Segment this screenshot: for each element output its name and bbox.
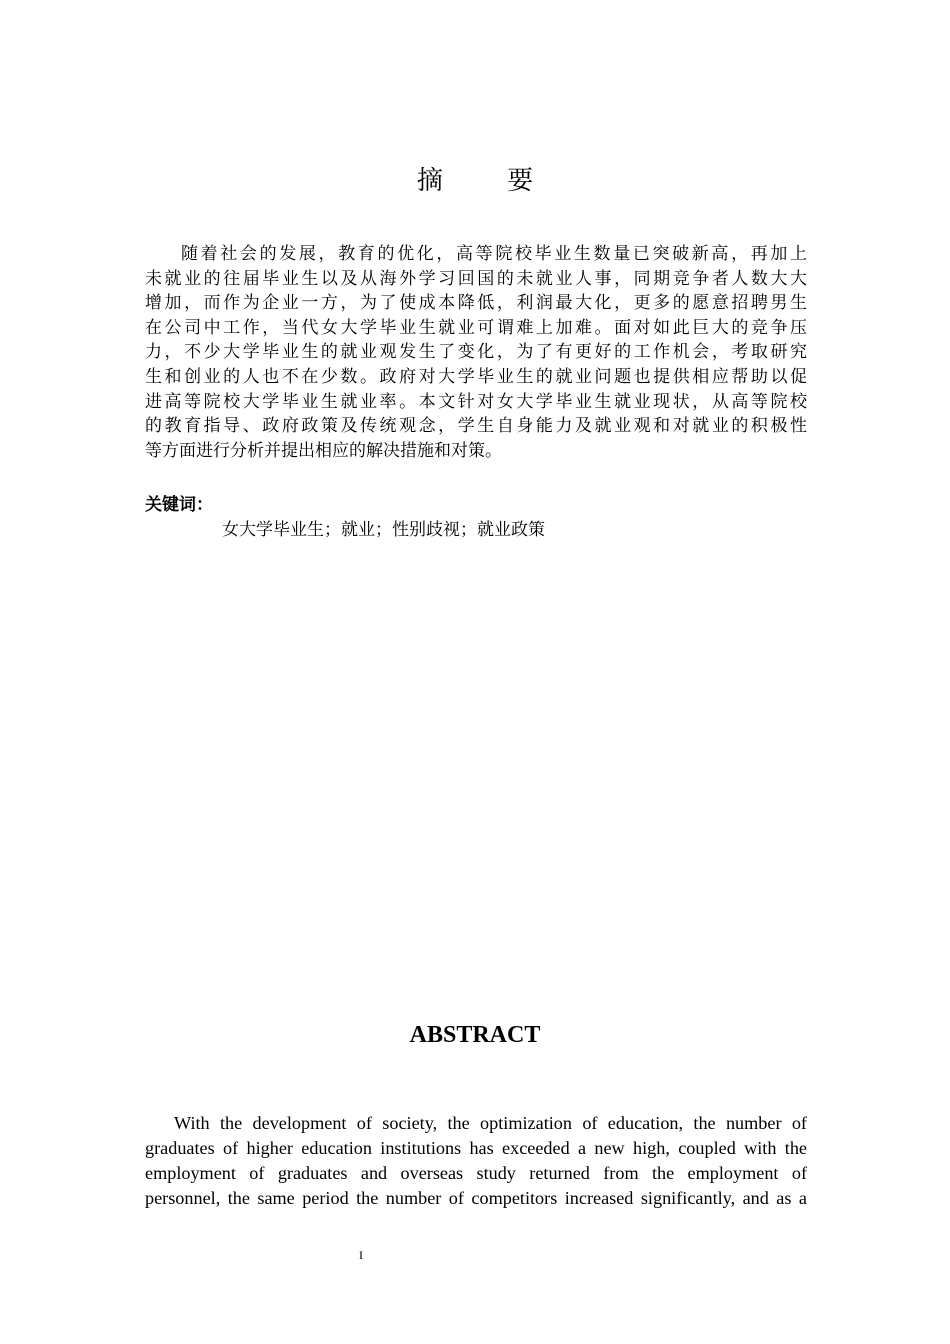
abstract-zh-line: 进高等院校大学毕业生就业率。本文针对女大学毕业生就业现状，从高等院校 [145,391,807,412]
abstract-zh-body [145,242,807,463]
keywords-label: 关键词： [145,495,213,515]
abstract-zh-line: 未就业的往届毕业生以及从海外学习回国的未就业人事，同期竞争者人数大大 [145,268,807,289]
abstract-en-title: ABSTRACT [409,1022,541,1048]
abstract-zh-line: 在公司中工作，当代女大学毕业生就业可谓难上加难。面对如此巨大的竞争压 [145,317,807,338]
abstract-en-body [145,1111,807,1211]
abstract-zh-line: 力，不少大学毕业生的就业观发生了变化，为了有更好的工作机会，考取研究 [145,342,807,363]
abstract-zh-title: 摘 要 [416,166,562,196]
keywords-value: 女大学毕业生；就业；性别歧视；就业政策 [222,520,545,540]
abstract-en-line: personnel, the same period the number of competitors increased significantly, and as a [145,1188,807,1208]
abstract-zh-line: 增加，而作为企业一方，为了使成本降低，利润最大化，更多的愿意招聘男生 [145,293,807,314]
abstract-zh-line: 的教育指导、政府政策及传统观念，学生自身能力及就业观和对就业的积极性 [145,416,807,437]
abstract-en-line: graduates of higher education institutions has exceeded a new high, coupled with the [145,1138,807,1158]
abstract-zh-line: 随着社会的发展，教育的优化，高等院校毕业生数量已突破新高，再加上 [181,244,807,264]
abstract-zh-line: 等方面进行分析并提出相应的解决措施和对策。 [145,440,502,461]
abstract-zh-line: 生和创业的人也不在少数。政府对大学毕业生的就业问题也提供相应帮助以促 [145,366,807,387]
abstract-en-line: employment of graduates and overseas study returned from the employment of [145,1163,807,1183]
abstract-en-line: With the development of society, the optimization of education, the number of [174,1113,807,1133]
page-number: I [359,1248,363,1262]
